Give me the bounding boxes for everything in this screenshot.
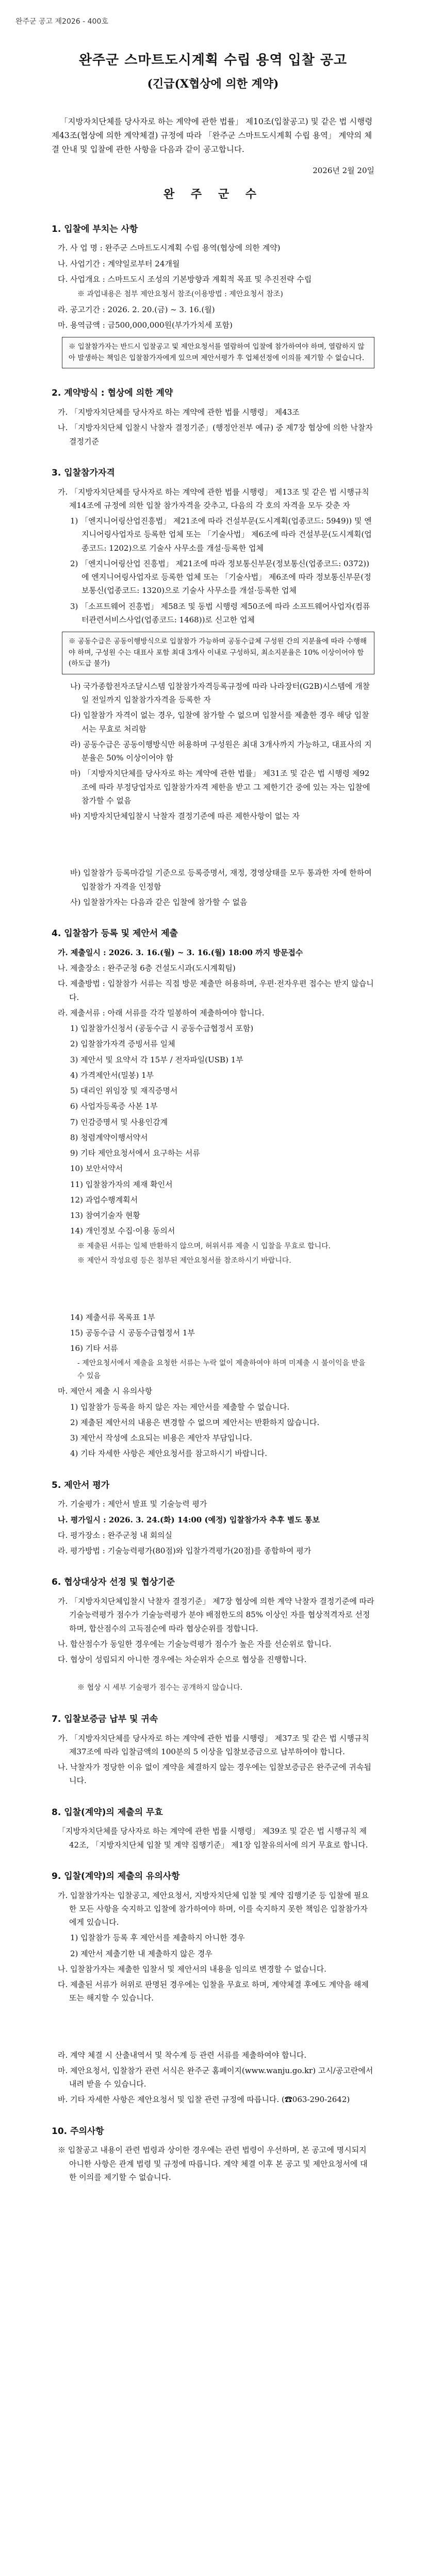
list-item: 2) 「엔지니어링산업 진흥법」 제21조에 따라 정보통신부문(정보통신(업종코드: 0372))에 엔지니어링사업자로 등록한 업체 또는 「기술사법」 제6조에 따라 정보통신부문(정보통신(업종코드: 1320)으로 기술사 사무소를 개설·등록한 업체	[70, 558, 371, 596]
notice-subtitle: (긴급(X협상에 의한 계약)	[147, 77, 279, 91]
section-title: 5. 제안서 평가	[52, 1480, 110, 1490]
list-item: 마. 제안요청서, 입찰참가 관련 서식은 완주군 홈페이지(www.wanju.go.kr) 고시/공고란에서 내려 받을 수 있습니다.	[58, 2065, 373, 2089]
notice-box: ※ 공동수급은 공동이행방식으로 입찰참가 가능하며 공동수급체 구성원 간의 지분율에 따라 수행해야 하며, 구성원 수는 대표사 포함 최대 3개사 이내로 구성하되, 최소지분율은 10% 이상이어야 함 (하도급 불가)	[62, 632, 374, 674]
doc-item: 13) 참여기술자 현황	[70, 1211, 140, 1221]
doc-item: 3) 제안서 및 요약서 각 15부 / 전자파일(USB) 1부	[70, 1055, 243, 1064]
note: ※ 제출된 서류는 일체 반환하지 않으며, 허위서류 제출 시 입찰을 무효로 합니다.	[77, 1242, 331, 1250]
list-item: 나. 낙찰자가 정당한 이유 없이 계약을 체결하지 않는 경우에는 입찰보증금은 완주군에 귀속됩니다.	[58, 1762, 371, 1786]
doc-item: 2) 입찰참가자격 증빙서류 일체	[70, 1039, 175, 1049]
doc-item: 15) 공동수급 시 공동수급협정서 1부	[70, 1328, 195, 1337]
section-title: 7. 입찰보증금 납부 및 귀속	[52, 1714, 158, 1724]
doc-item: 7) 인감증명서 및 사용인감계	[70, 1117, 168, 1127]
list-item: 나) 국가종합전자조달시스템 입찰참가자격등록규정에 따라 나라장터(G2B)시스템에 개찰일 전일까지 입찰참가자격을 등록한 자	[70, 681, 370, 705]
list-item: 바. 기타 자세한 사항은 제안요청서 및 입찰 관련 규정에 따릅니다. (☎063-290-2642)	[58, 2095, 350, 2105]
doc-item: 11) 입찰참가자의 제재 확인서	[70, 1179, 173, 1189]
document-number: 완주군 공고 제2026 - 400호	[15, 18, 108, 26]
list-item: 바) 지방자치단체입찰시 낙찰자 결정기준에 따른 제한사항이 없는 자	[70, 811, 300, 821]
doc-item: 1) 입찰참가신청서 (공동수급 시 공동수급협정서 포함)	[70, 1024, 254, 1033]
doc-item: 8) 청렴계약이행서약서	[70, 1132, 148, 1142]
section-1	[52, 222, 374, 369]
list-item: 라. 평가방법 : 기술능력평가(80점)와 입찰가격평가(20점)를 종합하여 평가	[58, 1546, 312, 1556]
notice-box: ※ 입찰참가자는 반드시 입찰공고 및 제안요청서를 열람하여 입찰에 참가하여야 하며, 열람하지 않아 발생하는 책임은 입찰참가자에게 있으며 제안서평가 후 업체선정에 이의를 제기할 수 없습니다.	[62, 337, 374, 368]
list-item: 「지방자치단체를 당사자로 하는 계약에 관한 법률 시행령」 제39조 및 같은 법 시행규칙 제42조, 「지방자치단체 입찰 및 계약 집행기준」 제1장 입찰유의서에 의거 무효로 합니다.	[58, 1826, 368, 1850]
list-item: 다. 제출된 서류가 허위로 판명된 경우에는 입찰을 무효로 하며, 계약체결 후에도 계약을 해제 또는 해지할 수 있습니다.	[58, 1980, 369, 2003]
list-item: 나. 「지방자치단체 입찰시 낙찰자 결정기준」(행정안전부 예규) 중 제7장 협상에 의한 낙찰자 결정기준	[58, 423, 373, 446]
signer: 완 주 군 수	[163, 188, 263, 201]
doc-item: 12) 과업수행계획서	[70, 1195, 138, 1205]
list-item: 가. 제출일시 : 2026. 3. 16.(월) ~ 3. 16.(월) 18:00 까지 방문접수	[58, 947, 303, 957]
section-title: 8. 입찰(계약)의 제출의 무효	[52, 1807, 163, 1818]
section-9	[52, 1869, 374, 2107]
doc-item: 14) 개인정보 수집·이용 동의서	[70, 1226, 175, 1236]
list-item: 라) 공동수급은 공동이행방식만 허용하며 구성원은 최대 3개사까지 가능하고, 대표사의 지분율은 50% 이상이어야 함	[70, 739, 372, 763]
list-item: 다. 협상이 성립되지 아니한 경우에는 차순위자 순으로 협상을 진행합니다.	[58, 1655, 307, 1665]
note: ※ 제안서 작성요령 등은 첨부된 제안요청서를 참조하시기 바랍니다.	[77, 1257, 291, 1265]
notice-title: 완주군 스마트도시계획 수립 용역 입찰 공고	[78, 52, 348, 68]
section-title: 4. 입찰참가 등록 및 제안서 제출	[52, 928, 178, 939]
doc-item: 10) 보안서약서	[70, 1164, 123, 1174]
list-item: 2) 제출된 제안서의 내용은 변경할 수 없으며 제안서는 반환하지 않습니다.	[70, 1417, 320, 1427]
list-item: 다) 입찰참가 자격이 없는 경우, 입찰에 참가할 수 없으며 입찰서를 제출한 경우 해당 입찰서는 무효로 처리함	[70, 710, 369, 734]
list-item: 1) 입찰참가 등록 후 제안서를 제출하지 아니한 경우	[70, 1933, 245, 1943]
section-title: 3. 입찰참가자격	[52, 467, 115, 478]
section-10	[52, 2124, 374, 2184]
list-item: 가. 「지방자치단체를 당사자로 하는 계약에 관한 법률 시행령」 제43조	[58, 408, 300, 417]
list-item: 다. 평가장소 : 완주군청 내 회의실	[58, 1530, 173, 1540]
list-item: 라. 공고기간 : 2026. 2. 20.(금) ~ 3. 16.(월)	[58, 304, 215, 314]
doc-item: 6) 사업자등록증 사본 1부	[70, 1101, 158, 1111]
list-item: 3) 「소프트웨어 진흥법」 제58조 및 동법 시행령 제50조에 따라 소프트웨어사업자(컴퓨터관련서비스사업(업종코드: 1468))로 신고한 업체	[70, 601, 370, 624]
list-item: 나. 입찰참가자는 제출한 입찰서 및 제안서의 내용을 임의로 변경할 수 없습니다.	[58, 1964, 326, 1974]
list-item: 나. 평가일시 : 2026. 3. 24.(화) 14:00 (예정) 입찰참가자 추후 별도 통보	[58, 1515, 320, 1524]
list-item: 1) 입찰참가 등록을 하지 않은 자는 제안서를 제출할 수 없습니다.	[70, 1402, 290, 1412]
list-item: 가. 「지방자치단체입찰시 낙찰자 결정기준」 제7장 협상에 의한 계약 낙찰자 결정기준에 따라 기술능력평가 점수가 기술능력평가 분야 배점한도의 85% 이상인 자를 협상적격자로 선정하며, 합산점수의 고득점순에 따라 협상순위를 정합니다.	[58, 1597, 374, 1633]
doc-item: 14) 제출서류 목록표 1부	[70, 1312, 155, 1322]
list-item: 사) 입찰참가자는 다음과 같은 입찰에 참가할 수 없음	[70, 897, 248, 907]
doc-item: 16) 기타 서류	[70, 1344, 118, 1353]
list-item: 3) 제안서 작성에 소요되는 비용은 제안자 부담입니다.	[70, 1433, 253, 1443]
list-item: 다. 사업개요 : 스마트도시 조성의 기본방향과 계획적 목표 및 추진전략 수립	[58, 274, 312, 284]
section-3	[52, 466, 374, 909]
section-5	[52, 1478, 374, 1558]
section-7	[52, 1712, 374, 1788]
list-item: 가. 입찰참가자는 입찰공고, 제안요청서, 지방자치단체 입찰 및 계약 집행기준 등 입찰에 필요한 모든 사항을 숙지하고 입찰에 참가하여야 하며, 이를 숙지하지 못한 책임은 입찰참가자에게 있습니다.	[58, 1890, 369, 1927]
list-item: 4) 기타 자세한 사항은 제안요청서를 참고하시기 바랍니다.	[70, 1449, 268, 1459]
section-title: 6. 협상대상자 선정 및 협상기준	[52, 1577, 175, 1588]
list-item: 가. 「지방자치단체를 당사자로 하는 계약에 관한 법률 시행령」 제37조 및 같은 법 시행규칙 제37조에 따라 입찰금액의 100분의 5 이상을 입찰보증금으로 납부하여야 합니다.	[58, 1733, 369, 1756]
note: - 제안요청서에서 제출을 요청한 서류는 누락 없이 제출하여야 하며 미제출 시 불이익을 받을 수 있음	[77, 1359, 366, 1380]
section-title: 10. 주의사항	[52, 2126, 104, 2137]
section-title: 9. 입찰(계약)의 제출의 유의사항	[52, 1871, 180, 1882]
list-item: 나. 합산점수가 동일한 경우에는 기술능력평가 점수가 높은 자를 선순위로 합니다.	[58, 1639, 332, 1649]
list-item: 가. 「지방자치단체를 당사자로 하는 계약에 관한 법률 시행령」 제13조 및 같은 법 시행규칙 제14조에 규정에 의한 입찰 참가자격을 갖추고, 다음의 각 호의 자격을 모두 갖춘 자	[58, 487, 369, 510]
doc-item: 9) 기타 제안요청서에서 요구하는 서류	[70, 1148, 200, 1158]
section-6	[52, 1575, 374, 1694]
doc-item: 5) 대리인 위임장 및 재직증명서	[70, 1086, 178, 1096]
preamble: 「지방자치단체를 당사자로 하는 계약에 관한 법률」 제10조(입찰공고) 및 같은 법 시행령 제43조(협상에 의한 계약체결) 규정에 따라 「완주군 스마트도시계획 수립 용역」 계약의 체결 안내 및 입찰에 관한 사항을 다음과 같이 공고합니다.	[52, 116, 373, 154]
note: ※ 협상 시 세부 기술평가 점수는 공개하지 않습니다.	[77, 1684, 243, 1692]
list-item: 나. 제출장소 : 완주군청 6층 건설도시과(도시계획팀)	[58, 963, 236, 973]
list-item: 마. 용역금액 : 금500,000,000원(부가가치세 포함)	[58, 320, 233, 330]
note: ※ 과업내용은 첨부 제안요청서 참조(이용방법 : 제안요청서 참조)	[77, 290, 283, 299]
notice-date: 2026년 2월 20일	[313, 165, 374, 175]
doc-item: 4) 가격제안서(밀봉) 1부	[70, 1070, 154, 1080]
list-item: 마. 제안서 제출 시 유의사항	[58, 1386, 153, 1396]
list-item: 가. 기술평가 : 제안서 발표 및 기술능력 평가	[58, 1499, 207, 1509]
list-item: 다. 제출방법 : 입찰참가 서류는 직접 방문 제출만 허용하며, 우편·전자우편 접수는 받지 않습니다.	[58, 979, 374, 1002]
section-title: 1. 입찰에 부치는 사항	[52, 224, 138, 234]
list-item: 2) 제안서 제출기한 내 제출하지 않은 경우	[70, 1948, 212, 1958]
list-item: ※ 입찰공고 내용이 관련 법령과 상이한 경우에는 관련 법령이 우선하며, 본 공고에 명시되지 아니한 사항은 관계 법령 및 규정에 따릅니다. 계약 체결 이후 본 공고 및 제안요청서에 대한 이의를 제기할 수 없습니다.	[58, 2145, 368, 2182]
section-8	[52, 1805, 374, 1852]
list-item: 라. 제출서류 : 아래 서류를 각각 밀봉하여 제출하여야 합니다.	[58, 1008, 265, 1018]
list-item: 라. 계약 체결 시 산출내역서 및 착수계 등 관련 서류를 제출하여야 합니다.	[58, 2050, 307, 2060]
section-2	[52, 386, 374, 448]
section-4	[52, 926, 374, 1461]
list-item: 가. 사 업 명 : 완주군 스마트도시계획 수립 용역(협상에 의한 계약)	[58, 243, 281, 253]
list-item: 바) 입찰참가 등록마감일 기준으로 등록증명서, 재정, 경영상태를 모두 통과한 자에 한하여 입찰참가 자격을 인정함	[70, 868, 372, 891]
section-title: 2. 계약방식 : 협상에 의한 계약	[52, 388, 173, 399]
list-item: 1) 「엔지니어링산업진흥법」 제21조에 따라 건설부문(도시계획(업종코드: 5949)) 및 엔지니어링사업자로 등록한 업체 또는 「기술사법」 제6조에 따라 건설부문(도시계획(업종코드: 1202)으로 기술사 사무소를 개설·등록한 업체	[70, 516, 372, 553]
list-item: 나. 사업기간 : 계약일로부터 24개월	[58, 259, 180, 268]
list-item: 마) 「지방자치단체를 당사자로 하는 계약에 관한 법률」 제31조 및 같은 법 시행령 제92조에 따라 부정당업자로 입찰참가자격 제한을 받고 그 제한기간 중에 있는 자는 입찰에 참가할 수 없음	[70, 769, 370, 805]
